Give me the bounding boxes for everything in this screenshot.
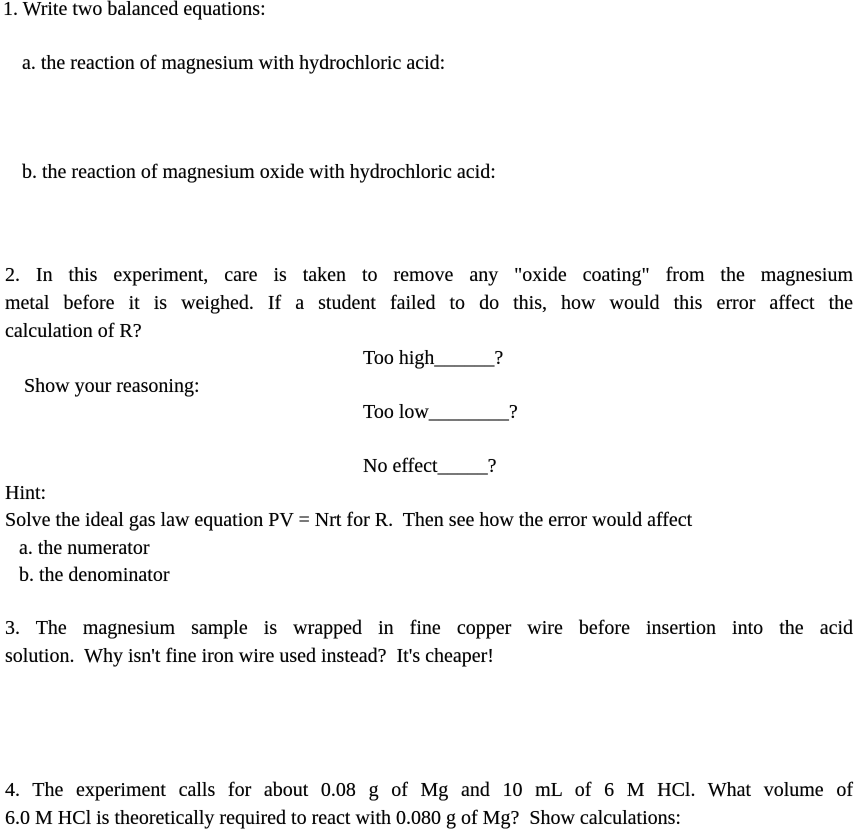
show-your-reasoning-label: Show your reasoning: <box>24 375 200 397</box>
question-3-line-2: solution. Why isn't fine iron wire used instead? It's cheaper! <box>5 645 494 667</box>
no-effect-blank: No effect_____? <box>363 455 497 477</box>
question-2-line-2: metal before it is weighed. If a student failed to do this, how would this error affect the <box>5 292 853 314</box>
question-1-prompt: 1. Write two balanced equations: <box>3 0 266 20</box>
too-low-blank: Too low________? <box>363 401 518 423</box>
hint-text: Solve the ideal gas law equation PV = Nrt for R. Then see how the error would affect <box>5 509 693 531</box>
question-2-paragraph <box>5 261 853 345</box>
question-4-paragraph <box>5 776 853 829</box>
question-3-line-1: 3. The magnesium sample is wrapped in fine copper wire before insertion into the acid <box>5 617 853 639</box>
question-3-paragraph <box>5 614 853 670</box>
question-1b-text: b. the reaction of magnesium oxide with hydrochloric acid: <box>22 161 496 183</box>
question-4-line-2: 6.0 M HCl is theoretically required to react with 0.080 g of Mg? Show calculations: <box>5 807 681 829</box>
question-2-line-3: calculation of R? <box>5 320 142 342</box>
question-4-line-1: 4. The experiment calls for about 0.08 g of Mg and 10 mL of 6 M HCl. What volume of <box>5 779 853 801</box>
hint-label: Hint: <box>5 482 47 504</box>
question-1a-text: a. the reaction of magnesium with hydrochloric acid: <box>22 52 446 74</box>
hint-item-b: b. the denominator <box>19 564 170 586</box>
hint-item-a: a. the numerator <box>19 537 150 559</box>
question-2-line-1: 2. In this experiment, care is taken to remove any "oxide coating" from the magnesium <box>5 264 853 286</box>
too-high-blank: Too high______? <box>363 347 504 369</box>
